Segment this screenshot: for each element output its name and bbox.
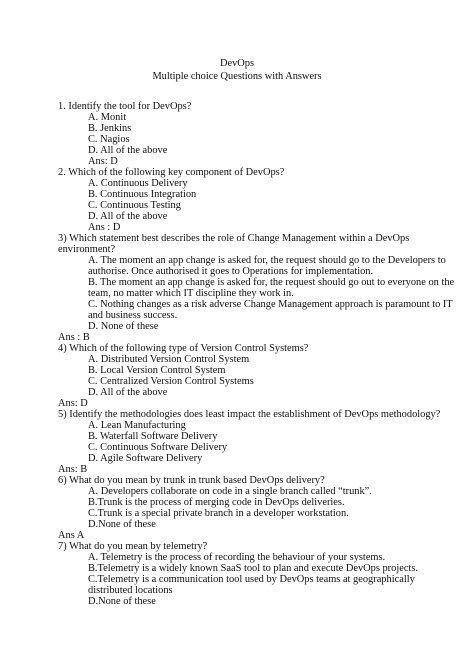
answer-key: Ans : B (58, 332, 90, 343)
answer-option: A. Distributed Version Control System (88, 354, 250, 365)
answer-option: D. Agile Software Delivery (88, 453, 203, 464)
answer-option: distributed locations (88, 585, 173, 596)
answer-option: C. Nothing changes as a risk adverse Change Management approach is paramount to IT (88, 299, 453, 310)
question-text: 4) Which of the following type of Version Control Systems? (58, 343, 309, 354)
answer-option: D. All of the above (88, 145, 168, 156)
answer-option: B. Continuous Integration (88, 189, 197, 200)
answer-option: A. Lean Manufacturing (88, 420, 186, 431)
answer-option: C. Continuous Testing (88, 200, 181, 211)
answer-option: C. Centralized Version Control Systems (88, 376, 254, 387)
document-subtitle: Multiple choice Questions with Answers (152, 71, 322, 82)
answer-option: A. Telemetry is the process of recording the behaviour of your systems. (88, 552, 386, 563)
answer-key: Ans: D (88, 156, 118, 167)
answer-option: D.None of these (88, 596, 156, 607)
answer-option: B.Telemetry is a widely known SaaS tool to plan and execute DevOps projects. (88, 563, 418, 574)
answer-option: B.Trunk is the process of merging code in DevOps deliveries. (88, 497, 345, 508)
answer-option: C. Continuous Software Delivery (88, 442, 228, 453)
question-text: 1. Identify the tool for DevOps? (58, 101, 192, 112)
answer-option: authorise. Once authorised it goes to Operations for implementation. (88, 266, 374, 277)
document-title: DevOps (219, 58, 255, 69)
answer-key: Ans A (58, 530, 85, 541)
answer-key: Ans : D (88, 222, 121, 233)
question-list (58, 101, 468, 607)
answer-option: team, no matter which IT discipline they work in. (88, 288, 294, 299)
answer-option: C.Telemetry is a communication tool used by DevOps teams at geographically (88, 574, 415, 585)
answer-option: D. All of the above (88, 211, 168, 222)
question-text: 5) Identify the methodologies does least impact the establishment of DevOps methodology? (58, 409, 441, 420)
answer-option: B. Local Version Control System (88, 365, 226, 376)
answer-option: B. Waterfall Software Delivery (88, 431, 218, 442)
question-text: 2. Which of the following key component of DevOps? (58, 167, 285, 178)
question-text: 3) Which statement best describes the role of Change Management within a DevOps (58, 233, 410, 244)
question-text: environment? (58, 244, 116, 255)
answer-option: A. Continuous Delivery (88, 178, 188, 189)
question-text: 6) What do you mean by trunk in trunk based DevOps delivery? (58, 475, 325, 486)
answer-option: C. Nagios (88, 134, 130, 145)
answer-option: C.Trunk is a special private branch in a developer workstation. (88, 508, 349, 519)
answer-option: A. Developers collaborate on code in a single branch called “trunk”. (88, 486, 372, 497)
answer-option: and business success. (88, 310, 178, 321)
question-text: 7) What do you mean by telemetry? (58, 541, 208, 552)
answer-option: B. Jenkins (88, 123, 132, 134)
answer-key: Ans: B (58, 464, 88, 475)
answer-option: B. The moment an app change is asked for, the request should go out to everyone on the (88, 277, 455, 288)
answer-option: D. None of these (88, 321, 159, 332)
answer-option: D.None of these (88, 519, 156, 530)
answer-option: D. All of the above (88, 387, 168, 398)
answer-option: A. Monit (88, 112, 127, 123)
answer-key: Ans: D (58, 398, 88, 409)
answer-option: A. The moment an app change is asked for, the request should go to the Developers to (88, 255, 446, 266)
